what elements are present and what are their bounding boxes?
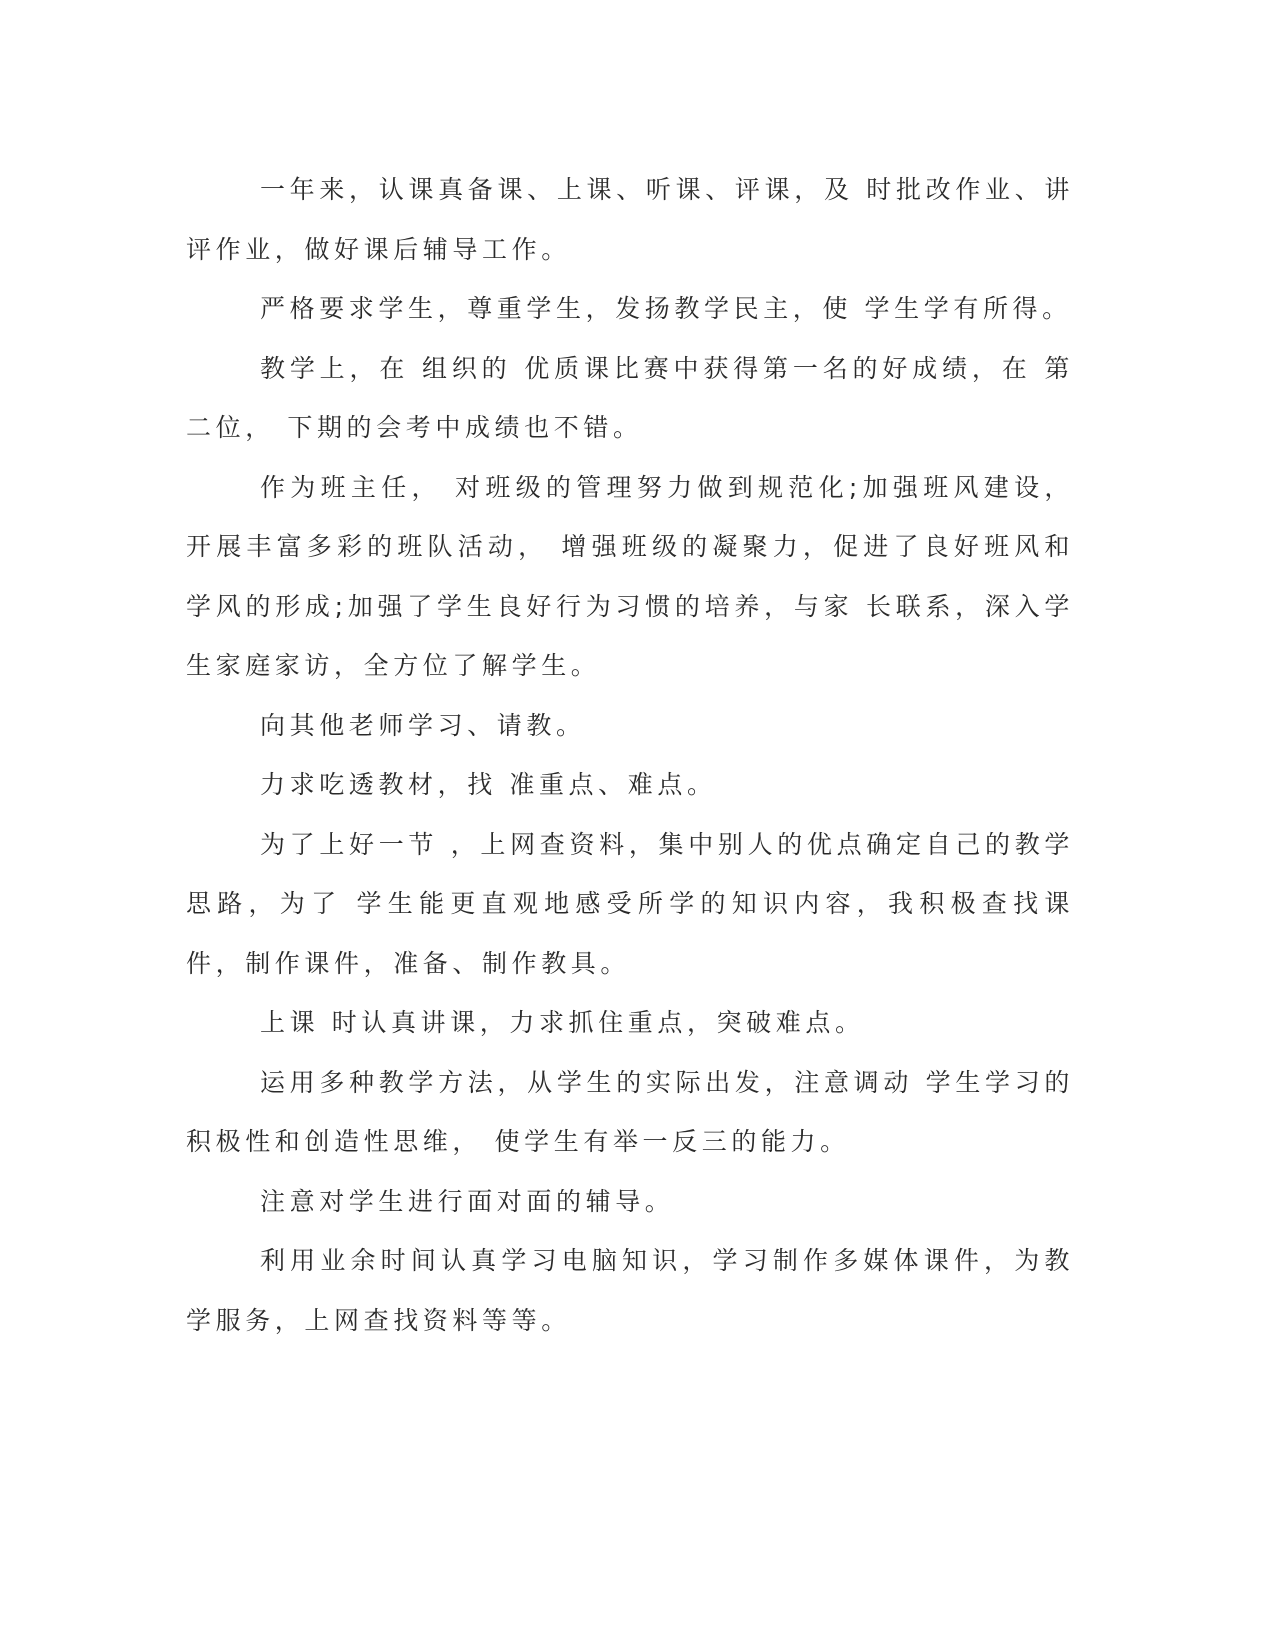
paragraph-8: 上课 时认真讲课，力求抓住重点，突破难点。: [260, 1008, 865, 1037]
paragraph-2: 严格要求学生，尊重学生，发扬教学民主，使 学生学有所得。: [260, 294, 1072, 323]
paragraph-3: 教学上，在 组织的 优质课比赛中获得第一名的好成绩，在 第二位， 下期的会考中成绩也不错。: [186, 353, 1074, 442]
paragraph-9: 运用多种教学方法，从学生的实际出发，注意调动 学生学习的积极性和创造性思维， 使学生有举一反三的能力。: [186, 1067, 1074, 1156]
paragraph-11: 利用业余时间认真学习电脑知识，学习制作多媒体课件，为教学服务，上网查找资料等等。: [186, 1246, 1074, 1335]
document-body: [186, 160, 1074, 1350]
paragraph-6: 力求吃透教材，找 准重点、难点。: [260, 770, 717, 799]
paragraph-1: 一年来，认课真备课、上课、听课、评课，及 时批改作业、讲评作业，做好课后辅导工作。: [186, 175, 1074, 264]
paragraph-7: 为了上好一节 ，上网查资料，集中别人的优点确定自己的教学思路，为了 学生能更直观地感受所学的知识内容，我积极查找课件，制作课件，准备、制作教具。: [186, 829, 1074, 978]
paragraph-10: 注意对学生进行面对面的辅导。: [260, 1186, 675, 1216]
paragraph-4: 作为班主任， 对班级的管理努力做到规范化;加强班风建设， 开展丰富多彩的班队活动， 增强班级的凝聚力，促进了良好班风和学风的形成;加强了学生良好行为习惯的培养，与家 长联系，深入学生家庭家访，全方位了解学生。: [186, 472, 1074, 680]
paragraph-5: 向其他老师学习、请教。: [260, 710, 586, 740]
